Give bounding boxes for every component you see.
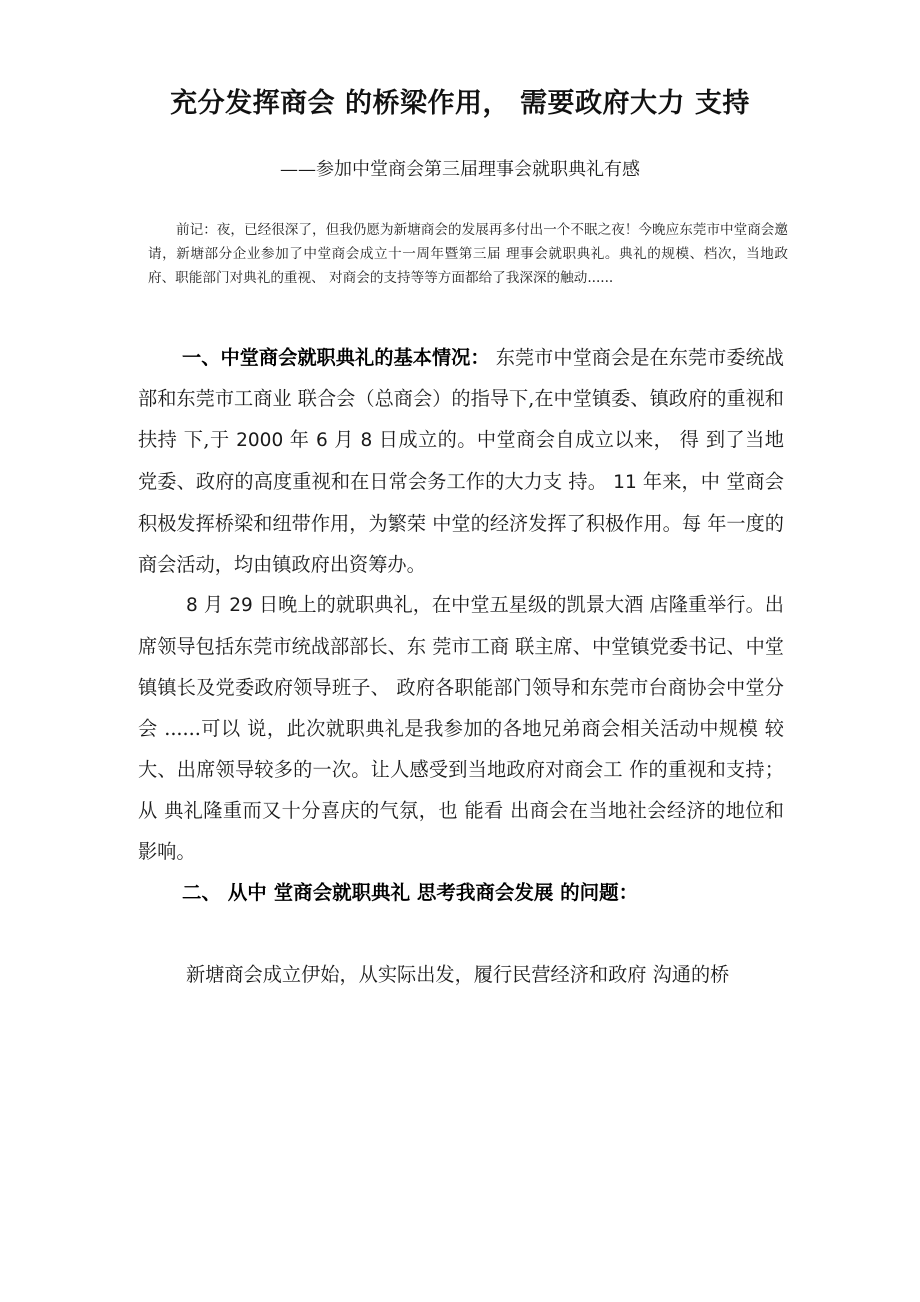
- paragraph-section-two: [138, 873, 784, 914]
- final-paragraph-text: 新塘商会成立伊始，从实际出发，履行民营经济和政府 沟通的桥: [186, 962, 730, 986]
- ceremony-month-value: 8: [186, 595, 198, 617]
- preface-paragraph: 前记：夜，已经很深了，但我仍愿为新塘商会的发展再多付出一个不眠之夜！今晚应东莞市中堂商会邀请，新塘部分企业参加了中堂商会成立十一周年暨第三届 理事会就职典礼。典礼的规模、档次，当地政府、职能部门对典礼的重视、 对商会的支持等等方面都给了我深深的触动......: [148, 222, 788, 287]
- section-one-text-1: 东莞市中堂商会是在东莞市委统战部和东莞市工商业 联合会（总商会）的指导下,在中堂镇委、镇政府的重视和扶持 下,于: [138, 346, 784, 451]
- paragraph-spacer: [138, 914, 784, 955]
- paragraph-final: [138, 955, 784, 996]
- section-one-heading: 一、中堂商会就职典礼的基本情况：: [182, 346, 490, 369]
- section-one-text-3: 月: [327, 427, 361, 451]
- section-one-text-5: 年来，中 堂商会积极发挥桥梁和纽带作用，为繁荣 中堂的经济发挥了积极作用。每 年一度的商会活动，均由镇政府出资筹办。: [138, 469, 784, 576]
- paragraph-section-one: [138, 338, 784, 585]
- month-value: 6: [315, 429, 328, 451]
- paragraph-ceremony-details: [138, 585, 784, 872]
- page-title: 充分发挥商会 的桥梁作用， 需要政府大力 支持: [170, 88, 750, 119]
- section-two-heading: 二、 从中 堂商会就职典礼 思考我商会发展 的问题：: [182, 880, 639, 904]
- section-one-text-2: 年: [283, 427, 316, 451]
- years-count-value: 11: [613, 471, 637, 493]
- day-value: 8: [360, 429, 373, 451]
- section-one-text-4: 日成立的。中堂商会自成立以来， 得 到了当地党委、政府的高度重视和在日常会务工作的大力支 持。: [138, 427, 784, 493]
- document-body: [138, 338, 784, 995]
- ceremony-text-1: 月: [197, 593, 230, 617]
- ceremony-day-value: 29: [229, 595, 253, 617]
- year-value: 2000: [236, 429, 284, 451]
- ceremony-text-2: 日晚上的就职典礼，在中堂五星级的凯景大酒 店隆重举行。出 席领导包括东莞市统战部部长、东 莞市工商 联主席、中堂镇党委书记、中堂镇镇长及党委政府领导班子、 政府各职能部门领导和东莞市台商协会中堂分会 ......可以 说，此次就职典礼是我参加的各地兄弟商会相关活动中规模 较大、出席领导较多的一次。让人感受到当地政府对商会工 作的重视和支持；从 典礼隆重而又十分喜庆的气氛，也 能看 出商会在当地社会经济的地位和影响。: [138, 593, 784, 863]
- document-subtitle: ——参加中堂商会第三届理事会就职典礼有感: [280, 159, 640, 180]
